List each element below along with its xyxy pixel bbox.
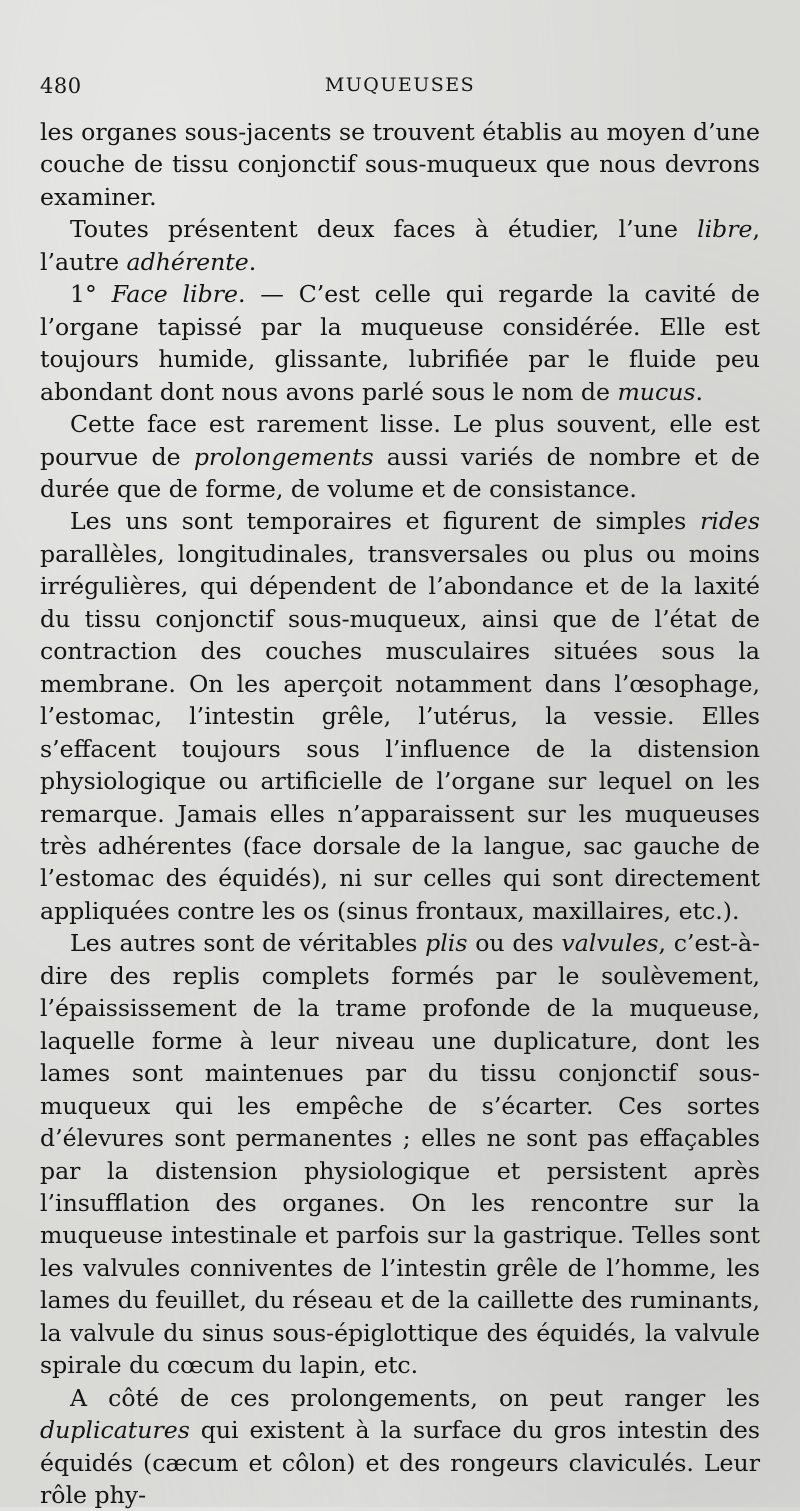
paragraph	[40, 213, 760, 278]
italic-term: adhérente	[126, 247, 249, 276]
body-text	[40, 116, 760, 1511]
text-run: parallèles, longitudinales, transversales ou plus ou moins irrégulières, qui dépendent de l’abondance et de la laxité du tissu conjonctif sous-muqueux, ainsi que de l’état de contraction des couches musculaires situées sous la membrane. On les aperçoit notamment dans l’œsophage, l’estomac, l’intestin grêle, l’utérus, la vessie. Elles s’effacent toujours sous l’influence de la distension physiologique ou artificielle de l’organe sur lequel on les remarque. Jamais elles n’apparaissent sur les muqueuses très adhérentes (face dorsale de la langue, sac gauche de l’estomac des équidés), ni sur celles qui sont directement appliquées contre les os (sinus frontaux, maxillaires, etc.).	[40, 539, 760, 925]
text-run: Toutes présentent deux faces à étudier, l’une	[70, 215, 698, 244]
text-run: 1°	[70, 280, 112, 309]
paragraph	[40, 278, 760, 408]
text-run: Les uns sont temporaires et figurent de simples	[70, 507, 700, 536]
text-run: aussi variés de nombre et de durée que de forme, de volume et de consistance.	[40, 442, 760, 503]
text-run: , l’autre	[40, 215, 760, 276]
paragraph	[40, 927, 760, 1381]
paragraph	[40, 408, 760, 505]
italic-term: duplicatures	[40, 1416, 190, 1445]
paragraph	[40, 505, 760, 927]
running-head: MUQUEUSES	[324, 74, 476, 96]
text-run: .	[248, 247, 257, 276]
text-run: ou des	[467, 929, 562, 958]
italic-term: plis	[425, 929, 468, 958]
text-run: .	[695, 377, 704, 406]
text-run: A côté de ces prolongements, on peut ranger les	[70, 1383, 760, 1412]
italic-term: libre	[697, 215, 753, 244]
page-number: 480	[40, 74, 82, 98]
text-run: les organes sous-jacents se trouvent établis au moyen d’une couche de tissu conjonctif sous-muqueux que nous devrons examiner.	[40, 118, 760, 211]
text-run: qui existent à la surface du gros intestin des équidés (cæcum et côlon) et des rongeurs claviculés. Leur rôle phy-	[40, 1416, 760, 1510]
page-header	[40, 74, 760, 104]
paragraph	[40, 1382, 760, 1511]
text-run: Cette face est rarement lisse. Le plus souvent, elle est pourvue de	[40, 410, 760, 471]
paragraph	[40, 116, 760, 213]
text-run: . — C’est celle qui regarde la cavité de l’organe tapissé par la muqueuse considérée. Elle est toujours humide, glissante, lubrifiée par le fluide peu abondant dont nous avons parlé sous le nom de	[40, 280, 760, 406]
italic-term: rides	[700, 507, 760, 536]
italic-term: Face libre	[111, 280, 238, 309]
text-run: , c’est-à-dire des replis complets formés par le soulèvement, l’épaississement de la trame profonde de la muqueuse, laquelle forme à leur niveau une duplicature, dont les lames sont maintenues par du tissu conjonctif sous-muqueux qui les empêche de s’écarter. Ces sortes d’élevures sont permanentes ; elles ne sont pas effaçables par la distension physiologique et persistent après l’insufflation des organes. On les rencontre sur la muqueuse intestinale et parfois sur la gastrique. Telles sont les valvules conniventes de l’intestin grêle de l’homme, les lames du feuillet, du réseau et de la caillette des ruminants, la valvule du sinus sous-épiglottique des équidés, la valvule spirale du cœcum du lapin, etc.	[40, 929, 761, 1380]
italic-term: valvules	[561, 929, 659, 958]
italic-term: mucus	[617, 377, 696, 406]
italic-term: prolongements	[193, 442, 374, 471]
text-run: Les autres sont de véritables	[70, 929, 426, 958]
